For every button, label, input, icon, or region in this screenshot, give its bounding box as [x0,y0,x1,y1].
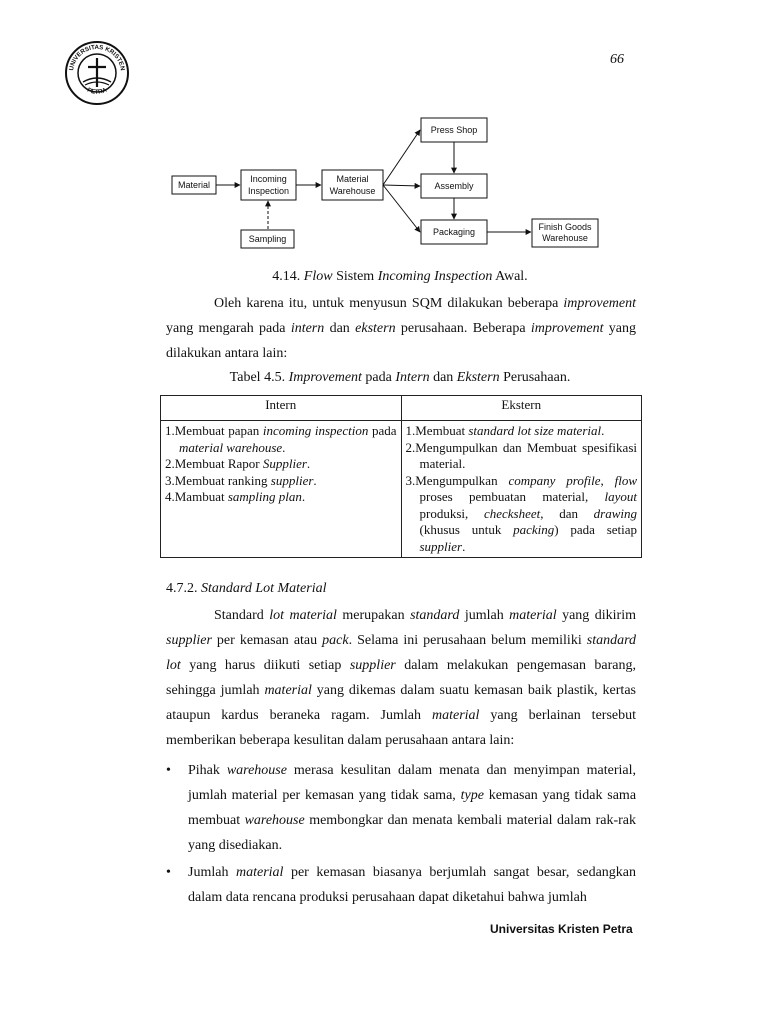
flow-diagram [160,108,640,258]
bullet-item-2: • Jumlah material per kemasan biasanya berjumlah sangat besar, sedangkan dalam data rencana produksi perusahaan dapat diketahui bahwa jumlah [166,860,636,910]
table-header-ekstern: Ekstern [401,396,642,421]
university-logo [64,40,130,106]
svg-text:Assembly: Assembly [434,181,474,191]
ekstern-item-2: 2.Mengumpulkan dan Membuat spesifikasi material. [405,439,637,471]
intern-item-3: 3.Membuat ranking supplier. [165,472,317,488]
intro-paragraph: Oleh karena itu, untuk menyusun SQM dilakukan beberapa improvement yang mengarah pada intern dan ekstern perusahaan. Beberapa improvement yang dilakukan antara lain: [166,296,637,361]
svg-text:Warehouse: Warehouse [542,233,588,243]
svg-text:Incoming: Incoming [250,174,287,184]
bullet-dot-icon: • [166,763,171,778]
svg-text:Warehouse: Warehouse [329,186,376,196]
intern-cell [161,421,402,558]
page-number: 66 [610,52,624,67]
table-header-intern: Intern [161,396,402,421]
svg-text:Sampling: Sampling [248,234,287,244]
svg-text:Press Shop: Press Shop [430,125,478,135]
ekstern-cell [401,421,642,558]
intern-item-4: 4.Mambuat sampling plan. [165,489,306,504]
svg-text:Finish Goods: Finish Goods [538,222,592,232]
body-paragraph: Standard lot material merupakan standard jumlah material yang dikirim supplier per kemasan atau pack. Selama ini perusahaan belum memiliki standard lot yang harus diikuti setiap supplier dalam melakukan pengemasan barang, sehingga jumlah material yang dikemas dalam suatu kemasan baik plastik, kertas ataupun kardus beraneka ragam. Jumlah material yang berlainan tersebut memberikan beberapa kesulitan dalam perusahaan antara lain: [166,608,637,748]
intern-item-2: 2.Membuat Rapor Supplier. [165,456,311,471]
section-title: 4.7.2. Standard Lot Material [166,581,327,596]
ekstern-item-1: 1.Membuat standard lot size material. [405,423,605,438]
figure-caption: 4.14. Flow Sistem Incoming Inspection Awal. [272,269,528,284]
svg-text:Packaging: Packaging [432,227,476,237]
bullet-list [166,758,636,912]
bullet-dot-icon: • [166,865,171,880]
svg-text:Material: Material [336,174,369,184]
footer-university-name: Universitas Kristen Petra [490,922,633,936]
svg-text:PETRA: PETRA [86,86,108,96]
svg-text:UNIVERSITAS KRISTEN: UNIVERSITAS KRISTEN [68,43,126,72]
table-caption: Tabel 4.5. Improvement pada Intern dan Ekstern Perusahaan. [229,370,571,385]
ekstern-item-3: 3.Mengumpulkan company profile, flow proses pembuatan material, layout produksi, checksheet, dan drawing (khusus untuk packing) pada setiap supplier. [405,472,638,554]
improvement-table [160,395,642,558]
intern-item-1: 1.Membuat papan incoming inspection pada material warehouse. [165,423,397,455]
bullet-item-1: • Pihak warehouse merasa kesulitan dalam menata dan menyimpan material, jumlah material per kemasan yang tidak sama, type kemasan yang tidak sama membuat warehouse membongkar dan menata kembali material dalam rak-rak yang disediakan. [166,758,636,858]
node-material-label: Material [177,180,211,190]
svg-text:Inspection: Inspection [247,186,290,196]
